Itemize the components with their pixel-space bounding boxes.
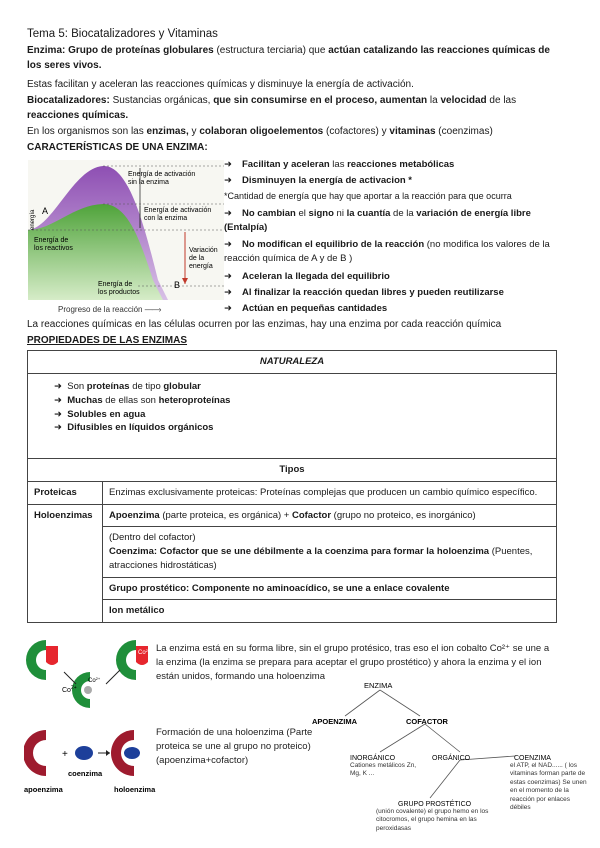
organisms-line: En los organismos son las enzimas, y colaboran oligoelementos (cofactores) y vitaminas (coenzimas) (27, 126, 493, 137)
edge-root-cof (380, 690, 420, 716)
biocatalizadores-definition: Biocatalizadores: Sustancias orgánicas, que sin consumirse en el proceso, aumentan la velocidad de las reacciones químicas. (27, 95, 517, 121)
prostetico-cell: Grupo prostético: Componente no aminoacídico, se une a enlace covalente (103, 577, 557, 600)
tree-coenzima: COENZIMA (514, 755, 551, 762)
feature-2: ➜ Disminuyen la energía de activacion * (224, 175, 413, 186)
edge-cof-org (425, 724, 460, 752)
nat-item-2: ➜ Muchas de ellas son heteroproteínas (54, 394, 231, 406)
enzyme-definition: Enzima: Grupo de proteínas globulares (estructura terciaria) que actúan catalizando las reacciones químicas de los seres vivos. (27, 45, 550, 71)
co-label-2: $Co^{2+}$ (88, 676, 101, 684)
label-con-2: con la enzima (144, 215, 188, 222)
tree-inorganico-desc: Cationes metálicos Zn, Mg, K ... (350, 762, 417, 778)
arrow-1 (64, 672, 76, 684)
holoenzyme-formation-illustration (24, 726, 156, 796)
label-variacion-3: energía (189, 263, 213, 270)
tree-apoenzima: APOENZIMA (312, 717, 357, 726)
label-a: A (42, 206, 49, 216)
tipos-header: Tipos (28, 459, 557, 482)
activation-energy-diagram (28, 160, 224, 300)
holoenzimas-label: Holoenzimas (28, 504, 103, 623)
feature-2-note: *Cantidad de energía que hay que aportar a la reacción para que ocurra (224, 191, 512, 201)
formation-note: Formación de una holoenzima (Parte proteica se une al grupo no proteico) (apoenzima+cofactor) (156, 727, 313, 766)
feature-7: ➜ Actúan en pequeñas cantidades (224, 303, 388, 314)
coenzima-label: coenzima (68, 769, 103, 778)
coenzyme-shape (75, 746, 93, 760)
tree-inorganico: INORGÁNICO (350, 755, 396, 762)
x-axis-label: Progreso de la reacción ——› (58, 305, 161, 314)
naturaleza-header: NATURALEZA (28, 351, 557, 374)
co-label-3: $Co^{2+}$ (138, 648, 151, 656)
nat-item-3: ➜ Solubles en agua (54, 408, 146, 420)
edge-cof-inorg (380, 724, 425, 752)
tree-cofactor: COFACTOR (406, 717, 448, 726)
cobalt-holoenzyme-illustration (24, 632, 154, 712)
activation-line: Estas facilitan y aceleran las reacciones químicas y disminuye la energía de activación. (27, 79, 414, 90)
feature-4: ➜ No modifican el equilibrio de la reacción (no modifica los valores de la reacción química de A y de B ) (224, 239, 550, 264)
propiedades-heading: PROPIEDADES DE LAS ENZIMAS (27, 335, 188, 346)
label-productos-2: los productos (98, 289, 140, 296)
edge-org-prost (430, 760, 460, 798)
label-b: B (174, 280, 181, 290)
page-title: Tema 5: Biocatalizadores y Vitaminas (27, 28, 218, 40)
apoenzima-cell: Apoenzima (parte proteica, es orgánica) + Cofactor (grupo no proteico, es inorgánico) (103, 504, 557, 527)
feature-1: ➜ Facilitan y aceleran las reacciones metabólicas (224, 159, 455, 170)
reactions-line: La reacciones químicas en las células ocurren por las enzimas, hay una enzima por cada reacción química (27, 319, 502, 330)
formation-arrow-head (106, 750, 110, 756)
y-axis-label: energía (30, 209, 36, 230)
properties-table (27, 350, 557, 623)
feature-5: ➜ Aceleran la llegada del equilibrio (224, 271, 390, 282)
label-variacion-1: Variación (189, 247, 218, 254)
label-con-1: Energía de activación (144, 207, 212, 214)
feature-6: ➜ Al finalizar la reacción quedan libres y pueden reutilizarse (224, 287, 504, 298)
holoenzima-label: holoenzima (114, 785, 156, 794)
nat-item-4: ➜ Difusibles en líquidos orgánicos (54, 422, 214, 434)
coenzima-cell: (Dentro del cofactor) Coenzima: Cofactor que se une débilmente a la coenzima para formar la holoenzima (Puentes, atracciones hidrostáticas) (103, 527, 557, 577)
naturaleza-list (28, 374, 557, 459)
cobalt-note: La enzima está en su forma libre, sin el grupo protésico, tras eso el ion cobalto Co²⁺ se une a la enzima (la enzima se prepara para aceptar el grupo prostético) y ahora la enzima y el ion están unidos, formando una holoenzima (156, 643, 550, 682)
edge-root-apo (345, 690, 380, 716)
arrow-2 (106, 670, 120, 684)
tree-root: ENZIMA (364, 681, 393, 690)
label-reactivos-2: los reactivos (34, 245, 73, 252)
apoenzyme-shape (24, 730, 46, 776)
tree-inorganico-desc-box (350, 762, 422, 798)
free-enzyme-shape (26, 640, 46, 680)
co-label-1: $Co^{2+}$ (62, 685, 77, 694)
ion-metalico-cell: Ion metálico (103, 600, 557, 623)
tree-prostetico-desc-box (376, 808, 510, 846)
feature-3: ➜ No cambian el signo ni la cuantía de la variación de energía libre (Entalpía) (224, 208, 531, 233)
bound-coenzyme (124, 747, 140, 759)
cobalt-ion-dot (84, 686, 92, 694)
proteicas-text: Enzimas exclusivamente proteicas: Proteínas complejas que producen un cambio químico específico. (103, 481, 557, 504)
tree-coenzima-desc: el ATP, el NAD...... ( los vitaminas forman parte de estas coenzimas) Se unen en el momento de la reacción por enlaces débiles (510, 762, 587, 812)
label-productos-1: Energía de (98, 281, 133, 288)
proteicas-label: Proteicas (28, 481, 103, 504)
nat-item-1: ➜ Son proteínas de tipo globular (54, 381, 201, 392)
tree-coenzima-desc-box (510, 762, 588, 846)
label-sin-2: sin la enzima (128, 179, 169, 186)
apoenzima-label: apoenzima (24, 785, 63, 794)
tree-prostetico-desc: (unión covalente) el grupo hemo en los citocromos, el grupo hemina en las peroxidasas (376, 808, 489, 832)
caracteristicas-heading: CARACTERÍSTICAS DE UNA ENZIMA: (27, 142, 208, 153)
label-variacion-2: de la (189, 255, 205, 262)
tree-organico: ORGÁNICO (432, 755, 471, 762)
enzyme-concept-tree (310, 676, 590, 846)
label-reactivos-1: Energía de (34, 237, 69, 244)
holoenzyme-shape (116, 640, 136, 680)
plus-sign: + (62, 749, 68, 760)
label-sin-1: Energía de activación (128, 171, 196, 178)
prosthetic-group-shape (46, 646, 58, 665)
tree-prostetico: GRUPO PROSTÉTICO (398, 801, 472, 808)
